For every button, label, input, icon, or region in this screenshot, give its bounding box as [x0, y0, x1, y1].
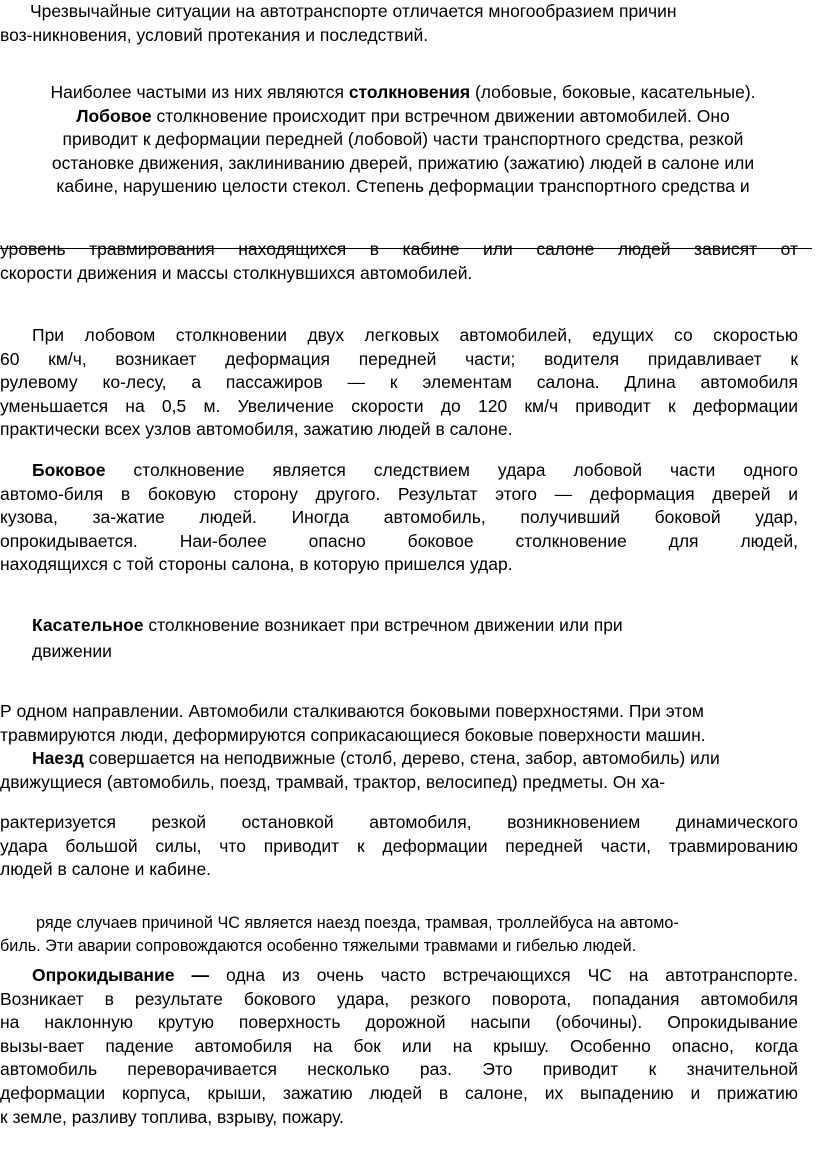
head-on-line-4: уменьшается на 0,5 м. Увеличение скорости до 120 км/ч приводит к деформации: [0, 395, 798, 416]
collision-with-object-term: Наезд: [32, 748, 84, 769]
rollover-line-3: на наклонную крутую поверхность дорожной насыпи (обочины). Опрокидывание: [0, 1012, 798, 1033]
side-collision-line-3: кузова, за-жатие людей. Иногда автомобиль, получивший боковой удар,: [0, 507, 798, 528]
same-direction-line-2: травмируются люди, деформируются соприкасающиеся боковые поверхности машин.: [0, 724, 706, 745]
frontal-term: Лобовое: [76, 105, 152, 126]
head-on-line-3: рулевому ко-лесу, а пассажиров — к элементам салона. Длина автомобиля: [0, 372, 798, 393]
collisions-term: столкновения: [348, 82, 471, 102]
rollover-line-7: к земле, разливу топлива, взрыву, пожару.: [0, 1106, 344, 1127]
collision-continued-line-1: рактеризуется резкой остановкой автомобиля, возникновением динамического: [0, 812, 798, 832]
head-on-example-paragraph: [0, 324, 798, 442]
collision-with-object-line-1: [0, 747, 800, 771]
tangential-line-1: [32, 612, 802, 638]
collisions-lead-text: Наиболее частыми из них являются: [50, 82, 349, 102]
collisions-paragraph: [0, 81, 806, 199]
side-collision-line-4: опрокидывается. Наи-более опасно боковое столкновение для людей,: [0, 530, 798, 551]
rollover-line-1: [0, 964, 798, 988]
tangential-line-2: движении: [32, 641, 112, 661]
rollover-term: Опрокидывание —: [32, 965, 209, 985]
injury-level-line-2: скорости движения и массы столкнувшихся автомобилей.: [0, 262, 473, 283]
collision-with-object-continued-paragraph: [0, 811, 798, 882]
intro-line-1: Чрезвычайные ситуации на автотранспорте отличается многообразием причин: [30, 1, 677, 21]
tangential-definition-text: столкновение возникает при встречном движении или при: [143, 615, 623, 635]
tangential-term: Касательное: [32, 615, 144, 635]
collisions-line-1: [0, 81, 806, 105]
intro-paragraph: [0, 0, 800, 47]
side-collision-paragraph: [0, 459, 798, 577]
head-on-line-5: практически всех узлов автомобиля, зажатию людей в салоне.: [0, 419, 513, 440]
collisions-line-3: приводит к деформации передней (лобовой) части транспортного средства, резкой: [62, 129, 744, 150]
collision-continued-line-2: удара большой силы, что приводит к деформации передней части, травмированию: [0, 835, 798, 856]
side-collision-line-2: автомо-биля в боковую сторону другого. Результат этого — деформация дверей и: [0, 483, 798, 504]
train-tram-collision-paragraph: [0, 912, 800, 958]
collisions-line-4: остановке движения, заклиниванию дверей, прижатию (зажатию) людей в салоне или: [51, 152, 755, 173]
frontal-definition-text: столкновение происходит при встречном движении автомобилей. Оно: [151, 105, 730, 126]
collisions-line-5: кабине, нарушению целости стекол. Степень деформации транспортного средства и: [56, 176, 750, 197]
tangential-paragraph: [32, 612, 802, 664]
rollover-paragraph: [0, 964, 798, 1129]
side-collision-line-1: [0, 459, 798, 483]
intro-line-2: воз-никновения, условий протекания и последствий.: [0, 24, 429, 45]
train-tram-line-2: биль. Эти аварии сопровождаются особенно тяжелыми травмами и гибелью людей.: [0, 937, 637, 955]
side-term: Боковое: [32, 460, 106, 480]
collision-continued-line-3: людей в салоне и кабине.: [0, 859, 212, 880]
train-tram-line-1: ряде случаев причиной ЧС является наезд поезда, трамвая, троллейбуса на автомо-: [36, 914, 679, 932]
injury-level-paragraph: [0, 238, 798, 285]
collision-with-object-line-2: движущиеся (автомобиль, поезд, трамвай, трактор, велосипед) предметы. Он ха-: [0, 771, 666, 792]
head-on-line-1: При лобовом столкновении двух легковых автомобилей, едущих со скоростью: [32, 325, 798, 345]
collisions-line-2: [0, 105, 806, 129]
head-on-line-2: 60 км/ч, возникает деформация передней части; водителя придавливает к: [0, 348, 798, 369]
collisions-types-text: (лобовые, боковые, касательные).: [470, 82, 756, 102]
side-definition-text: столкновение является следствием удара лобовой части одного: [105, 460, 798, 480]
side-collision-line-5: находящихся с той стороны салона, в которую пришелся удар.: [0, 554, 513, 575]
same-direction-line-1: Р одном направлении. Автомобили сталкиваются боковыми поверхностями. При этом: [0, 701, 704, 721]
collision-with-object-definition-text: совершается на неподвижные (столб, дерево, стена, забор, автомобиль) или: [83, 748, 720, 769]
rollover-line-4: вызы-вает падение автомобиля на бок или на крышу. Особенно опасно, когда: [0, 1035, 798, 1056]
same-direction-paragraph: [0, 700, 800, 794]
rollover-line-2: Возникает в результате бокового удара, резкого поворота, попадания автомобиля: [0, 988, 798, 1009]
injury-level-line-1: уровень травмирования находящихся в кабине или салоне людей зависят от: [0, 239, 798, 259]
rollover-line-6: деформации корпуса, крыши, зажатию людей в салоне, их выпадению и прижатию: [0, 1082, 798, 1103]
rollover-line-5: автомобиль переворачивается несколько раз. Это приводит к значительной: [0, 1059, 798, 1080]
rollover-definition-text: одна из очень часто встречающихся ЧС на автотранспорте.: [208, 965, 798, 985]
